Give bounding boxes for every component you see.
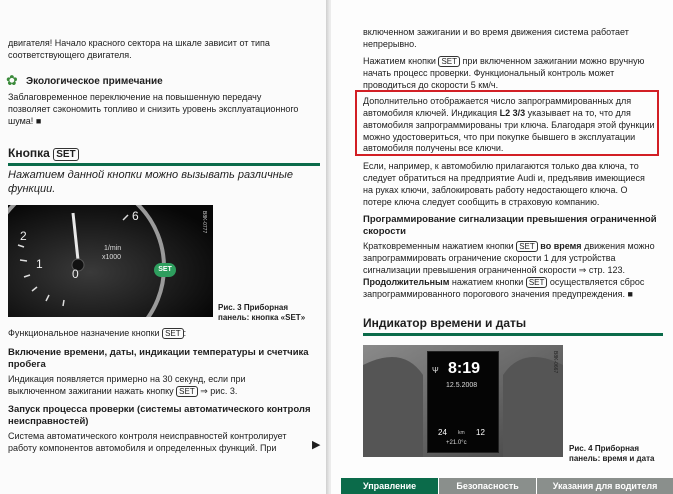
caption-line-1: Рис. 3 Приборная bbox=[218, 303, 289, 312]
heading-check-2: неисправностей) bbox=[8, 416, 89, 427]
box-line-2: автомобиля ключей. Индикация L2 3/3 указывает на то, что для bbox=[363, 108, 631, 118]
r-para-4-line-2: запрограммировать ограничение скорости 1 для устройства bbox=[363, 253, 616, 263]
r-para-4-line-5: запрограммированного порогового значения предупреждения. ■ bbox=[363, 289, 633, 299]
section-rule-clock bbox=[363, 333, 663, 336]
r-para-4-line-3: сигнализации превышения ограниченной скорости ⇒ стр. 123. bbox=[363, 265, 625, 275]
set-key-label: SET bbox=[162, 328, 184, 339]
clock-display-photo bbox=[363, 345, 563, 457]
eco-line-3: шума! ■ bbox=[8, 116, 42, 126]
eco-title: Экологическое примечание bbox=[26, 76, 163, 87]
r-heading-speed-2: скорости bbox=[363, 226, 406, 237]
left-page bbox=[0, 0, 331, 494]
gauge-number-1: 1 bbox=[36, 257, 43, 271]
tab-driver-tips[interactable]: Указания для водителя bbox=[536, 478, 673, 494]
gauge-number-6: 6 bbox=[132, 209, 139, 223]
tab-controls[interactable]: Управление bbox=[341, 478, 438, 494]
instrument-cluster-photo bbox=[8, 205, 213, 317]
r-para-2-line-3: проводиться до скорости 5 км/ч. bbox=[363, 80, 499, 90]
r-para-4-line-4: Продолжительным нажатием кнопки SET осуществляется сброс bbox=[363, 277, 645, 287]
r-para-1-line-2: непрерывно. bbox=[363, 39, 417, 49]
function-intro: Функциональное назначение кнопки SET : bbox=[8, 328, 187, 338]
lead-line-1: Нажатием данной кнопки можно вызывать различные bbox=[8, 169, 294, 181]
trip-unit: km bbox=[458, 430, 465, 436]
para-1-line-1: Индикация появляется примерно на 30 секунд, если при bbox=[8, 374, 246, 384]
eco-line-2: позволяет сэкономить топливо и снизить уровень эксплуатационного bbox=[8, 104, 299, 114]
set-key-label: SET bbox=[526, 277, 548, 288]
right-page bbox=[331, 0, 673, 494]
key-count-indicator: L2 3/3 bbox=[499, 108, 526, 118]
gauge-number-2: 2 bbox=[20, 229, 27, 243]
antenna-icon: Ψ bbox=[432, 366, 439, 375]
intro-line-2: соответствующего двигателя. bbox=[8, 50, 132, 60]
caption-4-line-1: Рис. 4 Приборная bbox=[569, 444, 640, 453]
caption-line-2: панель: кнопка «SET» bbox=[218, 313, 306, 322]
set-key-label: SET bbox=[516, 241, 538, 252]
outside-temp: +21.0°c bbox=[446, 440, 467, 446]
para-2-line-2: работу компонентов автомобиля и определенных функций. При bbox=[8, 443, 277, 453]
continue-arrow-icon: ▶ bbox=[312, 439, 321, 451]
eco-flower-icon: ✿ bbox=[6, 72, 18, 88]
box-line-4: можно удостовериться, что при покупке бывшего в эксплуатации bbox=[363, 132, 636, 142]
trip-value: 24 bbox=[438, 428, 447, 437]
clock-time: 8:19 bbox=[448, 360, 481, 377]
box-line-3: автомобиля запрограммированы три ключа. Благодаря этой функции bbox=[363, 120, 655, 130]
r-para-3-line-4: потере ключа следует сообщить в страховую компанию. bbox=[363, 197, 600, 207]
lead-line-2: функции. bbox=[8, 183, 56, 195]
heading-time-date-2: пробега bbox=[8, 359, 46, 370]
box-line-1: Дополнительно отображается число запрограммированных для bbox=[363, 96, 632, 106]
section-rule bbox=[8, 163, 320, 166]
section-title-clock: Индикатор времени и даты bbox=[363, 316, 527, 330]
set-key-label: SET bbox=[438, 56, 460, 67]
r-para-1-line-1: включенном зажигании и во время движения система работает bbox=[363, 27, 629, 37]
odo-value: 12 bbox=[476, 428, 485, 437]
clock-screen bbox=[427, 351, 499, 453]
set-button[interactable]: SET bbox=[154, 263, 176, 277]
set-key-label: SET bbox=[176, 386, 198, 397]
box-line-5: автомобиля получены все ключи. bbox=[363, 143, 504, 153]
r-para-2-line-1: Нажатием кнопки SET при включенном зажигании можно вручную bbox=[363, 56, 645, 66]
r-para-3-line-1: Если, например, к автомобилю прилагаются только два ключа, то bbox=[363, 161, 639, 171]
gauge-number-0: 0 bbox=[72, 267, 79, 281]
caption-4-line-2: панель: время и дата bbox=[569, 454, 655, 463]
r-para-3-line-2: следует обратиться на предприятие Audi и, предъявив имеющиеся bbox=[363, 173, 645, 183]
unit-line-1: 1/min bbox=[104, 245, 122, 252]
heading-time-date: Включение времени, даты, индикации температуры и счетчика bbox=[8, 347, 309, 358]
unit-line-2: x1000 bbox=[102, 254, 122, 261]
clock-date: 12.5.2008 bbox=[446, 382, 478, 389]
set-key-label: SET bbox=[53, 148, 78, 161]
section-title-set-button: Кнопка SET bbox=[8, 146, 79, 161]
heading-check: Запуск процесса проверки (системы автоматического контроля bbox=[8, 404, 311, 415]
figure-code: B8K-0777 bbox=[201, 211, 207, 234]
eco-line-1: Заблаговременное переключение на повышенную передачу bbox=[8, 92, 262, 102]
tab-safety[interactable]: Безопасность bbox=[438, 478, 536, 494]
r-heading-speed: Программирование сигнализации превышения ограниченной bbox=[363, 214, 657, 225]
r-para-2-line-2: начать процесс проверки. Функциональный контроль может bbox=[363, 68, 615, 78]
para-2-line-1: Система автоматического контроля неисправностей контролирует bbox=[8, 431, 287, 441]
figure-code: B8K-0667 bbox=[552, 351, 558, 374]
r-para-4-line-1: Кратковременным нажатием кнопки SET во время движения можно bbox=[363, 241, 655, 251]
intro-line-1: двигателя! Начало красного сектора на шкале зависит от типа bbox=[8, 38, 270, 48]
r-para-3-line-3: на руках ключи, заблокировать работу недостающего ключа. О bbox=[363, 185, 628, 195]
para-1-line-2: выключенном зажигании нажать кнопку SET ⇒ рис. 3. bbox=[8, 386, 238, 396]
chapter-tab-bar bbox=[341, 478, 673, 494]
